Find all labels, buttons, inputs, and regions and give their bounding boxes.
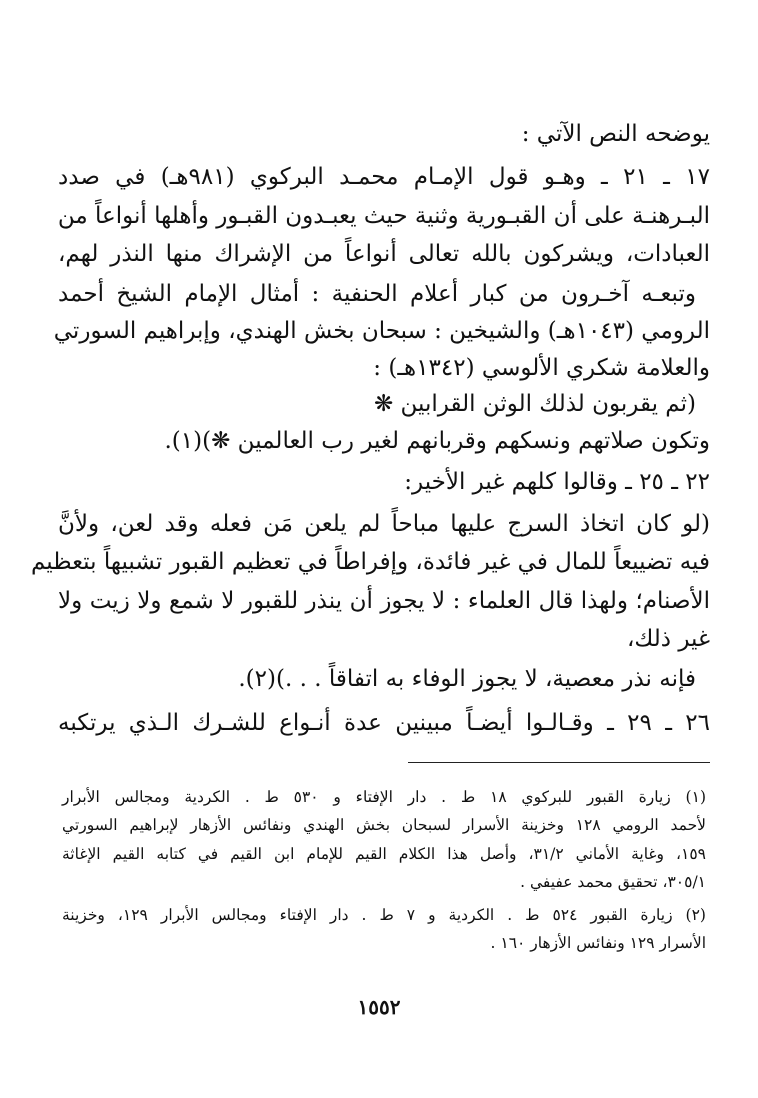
body-line-6: الرومي (١٠٤٣هـ) والشيخين : سبحان بخش الهندي، وإبراهيم السورتي: [53, 318, 710, 344]
body-line-12: فيه تضييعاً للمال في غير فائدة، وإفراطاً في تعظيم القبور تشبيهاً بتعظيم: [30, 549, 710, 575]
body-line-11: (لو كان اتخاذ السرج عليها مباحاً لم يلعن مَن فعله وقد لعن، ولأنَّ: [58, 511, 710, 537]
body-line-16: ٢٦ ـ ٢٩ ـ وقـالـوا أيضـاً مبينين عدة أنـواع للشـرك الـذي يرتكبه: [58, 710, 710, 736]
footnote-line-5: (٢) زيارة القبور ٥٢٤ ط . الكردية و ٧ ط . دار الإفتاء ومجالس الأبرار ١٢٩، وخزينة: [62, 906, 706, 924]
body-line-1: يوضحه النص الآتي :: [521, 121, 710, 147]
body-line-4: العبادات، ويشركون بالله تعالى أنواعاً من الإشراك منها النذر لهم،: [58, 241, 710, 267]
body-line-13: الأصنام؛ ولهذا قال العلماء : لا يجوز أن ينذر للقبور لا شمع ولا زيت ولا: [58, 588, 710, 614]
body-line-9: وتكون صلاتهم ونسكهم وقربانهم لغير رب العالمين ❋)(١).: [164, 428, 710, 454]
footnote-line-4: ٣٠٥/١، تحقيق محمد عفيفي .: [520, 873, 706, 891]
footnote-line-1: (١) زيارة القبور للبركوي ١٨ ط . دار الإفتاء و ٥٣٠ ط . الكردية ومجالس الأبرار: [62, 788, 706, 806]
footnote-separator: [408, 762, 710, 763]
body-line-10: ٢٢ ـ ٢٥ ـ وقالوا كلهم غير الأخير:: [404, 469, 710, 495]
body-line-7: والعلامة شكري الألوسي (١٣٤٢هـ) :: [373, 355, 710, 381]
body-line-2: ١٧ ـ ٢١ ـ وهـو قول الإمـام محمـد البركوي (٩٨١هـ) في صدد: [58, 164, 710, 190]
body-line-14: غير ذلك،: [626, 626, 710, 652]
body-line-8: (ثم يقربون لذلك الوثن القرابين ❋: [373, 391, 696, 417]
body-line-5: وتبعـه آخـرون من كبار أعلام الحنفية : أمثال الإمام الشيخ أحمد: [58, 281, 696, 307]
page-number: ١٥٥٢: [357, 995, 401, 1019]
footnote-line-3: ١٥٩، وغاية الأماني ٣١/٢، وأصل هذا الكلام القيم للإمام ابن القيم في كتابه القيم الإغاثة: [62, 845, 706, 863]
body-line-3: البـرهنـة على أن القبـورية وثنية حيث يعبـدون القبـور وأهلها أنواعاً من: [57, 203, 710, 229]
body-line-15: فإنه نذر معصية، لا يجوز الوفاء به اتفاقاً . . .)(٢).: [238, 666, 696, 692]
footnote-line-6: الأسرار ١٢٩ ونفائس الأزهار ١٦٠ .: [490, 934, 706, 952]
footnote-line-2: لأحمد الرومي ١٢٨ وخزينة الأسرار لسبحان بخش الهندي ونفائس الأزهار لإبراهيم السورتي: [62, 816, 706, 834]
